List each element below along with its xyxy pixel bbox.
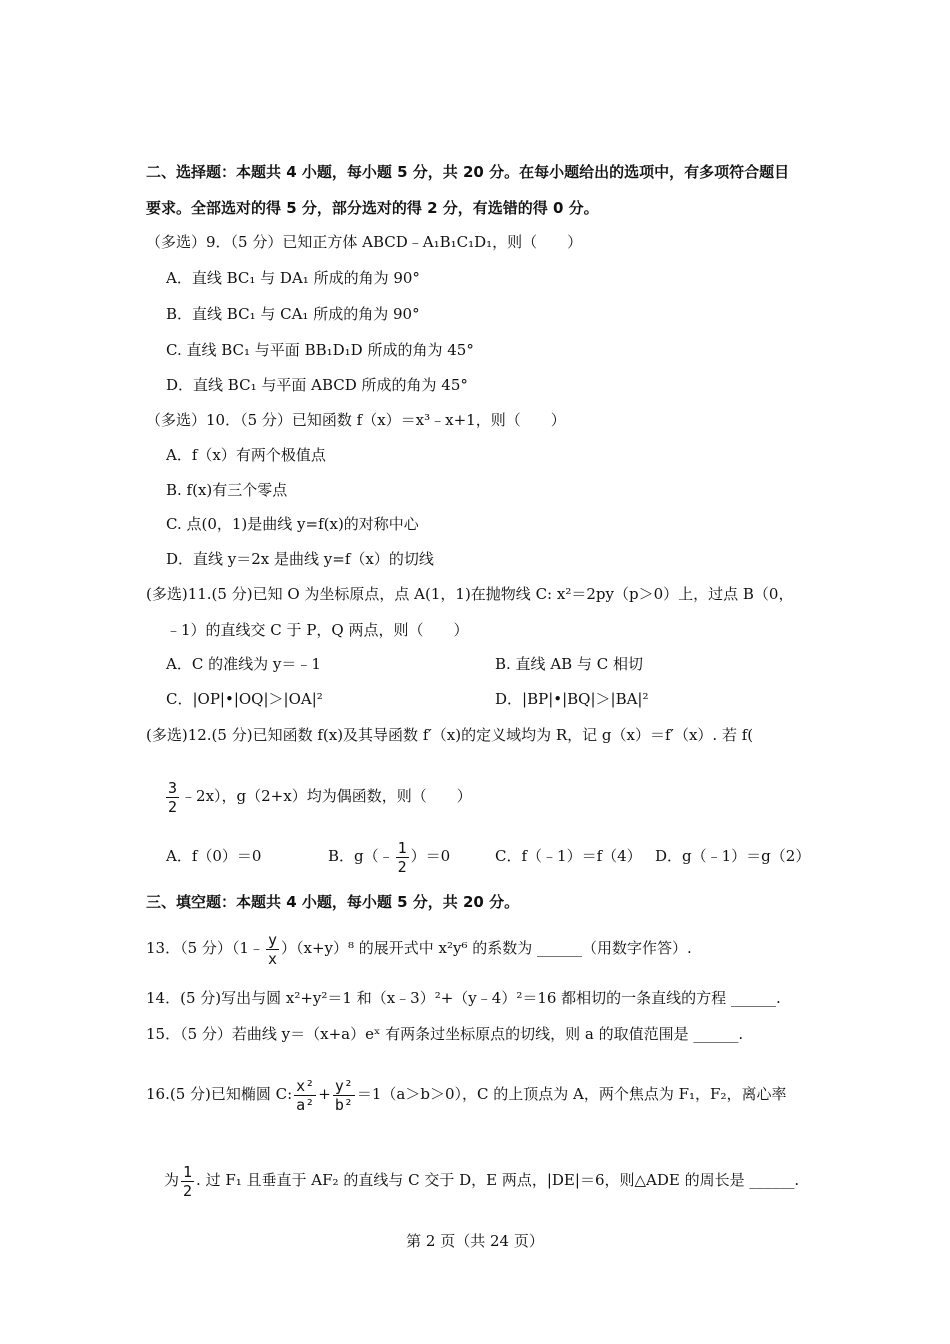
q16-e-num: 1 — [183, 1162, 193, 1181]
q16-line2 — [164, 1160, 799, 1200]
section3-heading: 三、填空题：本题共 4 小题，每小题 5 分，共 20 分。 — [146, 893, 520, 911]
q16-l2-pre: 为 — [164, 1171, 180, 1189]
q16-f1-den: a² — [296, 1095, 315, 1114]
q13-frac-num: y — [267, 930, 277, 949]
q14: 14．(5 分)写出与圆 x²+y²＝1 和（x﹣3）²+（y﹣4）²＝16 都相切的一条直线的方程 ______. — [146, 989, 781, 1007]
q13-post: ）（x+y）⁸ 的展开式中 x²y⁶ 的系数为 ______（用数字作答）. — [280, 939, 692, 957]
q16-pre: 16.(5 分)已知椭圆 C: — [146, 1085, 293, 1103]
q13-fraction — [266, 931, 279, 968]
q13-pre: 13．（5 分）（1﹣ — [146, 939, 264, 957]
q12-stem-line1: (多选)12.(5 分)已知函数 f(x)及其导函数 f′（x)的定义域均为 R，记 g（x）＝f′（x）. 若 f( — [146, 726, 754, 744]
q16-f2-den: b² — [334, 1095, 353, 1114]
q10-option-d: D．直线 y＝2x 是曲线 y=f（x）的切线 — [166, 550, 434, 568]
q12-option-b — [328, 836, 450, 876]
q12-option-c: C．f（﹣1）＝f（4） — [495, 847, 642, 865]
q9-option-a: A．直线 BC₁ 与 DA₁ 所成的角为 90° — [166, 269, 420, 287]
q16-fraction-e — [181, 1163, 194, 1200]
q12-option-b-post: ）＝0 — [410, 847, 451, 865]
q11-option-d: D．|BP|•|BQ|＞|BA|² — [495, 690, 649, 708]
q16-e-den: 2 — [183, 1181, 193, 1200]
q11-option-b: B. 直线 AB 与 C 相切 — [495, 655, 643, 673]
q9-option-d: D．直线 BC₁ 与平面 ABCD 所成的角为 45° — [166, 376, 468, 394]
section2-heading-line1: 二、选择题：本题共 4 小题，每小题 5 分，共 20 分。在每小题给出的选项中，有多项符合题目 — [146, 163, 790, 181]
q10-option-a: A．f（x）有两个极值点 — [166, 446, 326, 464]
q16-f2-num: y² — [334, 1076, 353, 1095]
q11-option-c: C．|OP|•|OQ|＞|OA|² — [166, 690, 323, 708]
q12-option-b-fraction — [396, 839, 409, 876]
q12-fraction — [166, 779, 179, 816]
q11-stem-line1: (多选)11.(5 分)已知 O 为坐标原点，点 A(1，1)在抛物线 C: x²＝2py（p＞0）上，过点 B（0， — [146, 585, 794, 603]
q9-stem: （多选）9．（5 分）已知正方体 ABCD﹣A₁B₁C₁D₁，则（ ） — [146, 233, 583, 251]
q10-option-c: C. 点(0，1)是曲线 y=f(x)的对称中心 — [166, 515, 419, 533]
q11-option-a: A．C 的准线为 y＝﹣1 — [166, 655, 321, 673]
q10-option-b: B. f(x)有三个零点 — [166, 481, 288, 499]
q9-option-c: C. 直线 BC₁ 与平面 BB₁D₁D 所成的角为 45° — [166, 341, 474, 359]
section2-heading-line2: 要求。全部选对的得 5 分，部分选对的得 2 分，有选错的得 0 分。 — [146, 199, 599, 217]
q13 — [146, 928, 692, 968]
q12-option-b-pre: B．g（﹣ — [328, 847, 394, 865]
q9-option-b: B．直线 BC₁ 与 CA₁ 所成的角为 90° — [166, 305, 420, 323]
q16-plus: + — [318, 1085, 331, 1103]
q12-stem-rest: ﹣2x），g（2+x）均为偶函数，则（ ） — [181, 787, 472, 805]
q11-stem-line2: ﹣1）的直线交 C 于 P，Q 两点，则（ ） — [166, 621, 469, 639]
page-footer: 第 2 页（共 24 页） — [406, 1232, 544, 1250]
q10-stem: （多选）10．（5 分）已知函数 f（x）＝x³﹣x+1，则（ ） — [146, 411, 566, 429]
q16-l2-post: . 过 F₁ 且垂直于 AF₂ 的直线与 C 交于 D，E 两点，|DE|＝6，则△ADE 的周长是 ______. — [196, 1171, 800, 1189]
q16-line1 — [146, 1072, 786, 1116]
q12-frac-num: 3 — [168, 778, 178, 797]
q16-f1-num: x² — [296, 1076, 315, 1095]
q12-option-a: A．f（0）＝0 — [166, 847, 262, 865]
q13-frac-den: x — [267, 949, 277, 968]
q12-frac-den: 2 — [168, 797, 178, 816]
q16-fraction-y — [333, 1077, 355, 1114]
q12-option-b-den: 2 — [397, 857, 407, 876]
q16-post: ＝1（a＞b＞0），C 的上顶点为 A，两个焦点为 F₁，F₂，离心率 — [356, 1085, 787, 1103]
q12-option-b-num: 1 — [397, 838, 407, 857]
q12-stem-line2 — [164, 776, 472, 816]
q15: 15．（5 分）若曲线 y＝（x+a）eˣ 有两条过坐标原点的切线，则 a 的取值范围是 ______. — [146, 1025, 744, 1043]
q16-fraction-x — [294, 1077, 316, 1114]
q12-option-d: D．g（﹣1）＝g（2） — [655, 847, 811, 865]
